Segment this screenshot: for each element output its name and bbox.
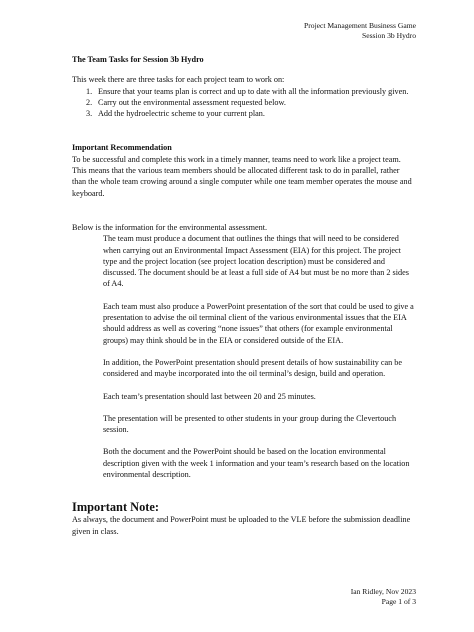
environment-paragraph: In addition, the PowerPoint presentation should present details of how sustainability can be considered and maybe incorporated into the oil terminal’s design, build and operation.	[103, 357, 403, 379]
environment-paragraph: The presentation will be presented to other students in your group during the Clevertouch session.	[103, 413, 397, 435]
footer-page-number: Page 1 of 3	[381, 597, 416, 606]
task-text: Carry out the environmental assessment requested below.	[98, 97, 286, 107]
task-text: Ensure that your teams plan is correct and up to date with all the information previously given.	[98, 86, 409, 96]
page-header	[304, 21, 416, 41]
note-text: As always, the document and PowerPoint must be uploaded to the VLE before the submission deadline given in class.	[72, 515, 411, 536]
recommendation-heading: Important Recommendation	[72, 143, 172, 153]
intro-text: This week there are three tasks for each project team to work on:	[72, 75, 285, 85]
task-item	[72, 86, 414, 97]
document-title: The Team Tasks for Session 3b Hydro	[72, 55, 204, 64]
note-heading: Important Note:	[72, 500, 160, 515]
page-footer	[351, 587, 416, 607]
task-number: 1.	[86, 86, 93, 96]
task-number: 3.	[86, 109, 93, 119]
environment-paragraph: Both the document and the PowerPoint should be based on the location environmental description given with the week 1 information and your team’s research based on the location environmental description.	[103, 447, 410, 480]
footer-author-date: Ian Ridley, Nov 2023	[350, 587, 416, 596]
environment-details	[72, 233, 414, 480]
recommendation-text: To be successful and complete this work in a timely manner, teams need to work like a project team. This means that the various team members should be allocated different task to do in parallel, rather than the whole team crowing around a single computer while one team member operates the mouse and keyboard.	[72, 154, 412, 198]
task-text: Add the hydroelectric scheme to your current plan.	[98, 109, 265, 119]
task-number: 2.	[86, 97, 93, 107]
task-list	[72, 86, 414, 120]
environment-paragraph: Each team must also produce a PowerPoint presentation of the sort that could be used to give a presentation to advise the oil terminal client of the various environmental issues that the EIA should address as well as covering “none issues” that others (for example environmental groups) may think should be in the EIA or considered outside of the EIA.	[103, 301, 414, 345]
environment-paragraph: The team must produce a document that outlines the things that will need to be considered when carrying out an Environmental Impact Assessment (EIA) for this project. The project type and the project location (see project location description) must be considered and discussed. The document should be at least a full side of A4 but must be no more than 2 sides of A4.	[103, 234, 409, 289]
document-body	[72, 54, 414, 537]
task-item	[72, 108, 414, 119]
header-course-title: Project Management Business Game	[304, 21, 416, 30]
task-item	[72, 97, 414, 108]
environment-intro: Below is the information for the environmental assessment.	[72, 222, 268, 232]
environment-paragraph: Each team’s presentation should last between 20 and 25 minutes.	[103, 391, 316, 401]
header-session-title: Session 3b Hydro	[361, 31, 416, 40]
